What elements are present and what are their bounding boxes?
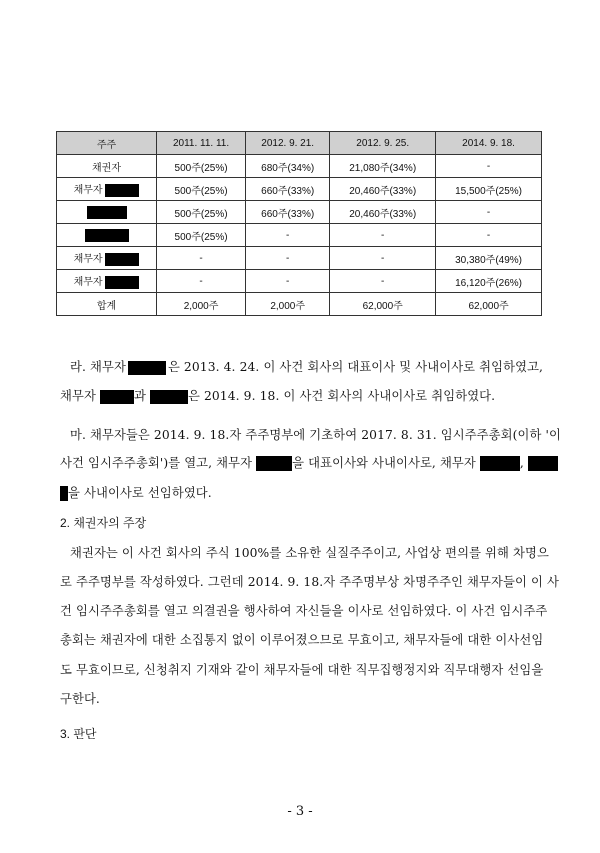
redaction-box xyxy=(528,456,558,471)
redaction-box xyxy=(105,184,139,197)
table-cell: 500주(25%) xyxy=(157,201,246,224)
text-run: 채무자 xyxy=(60,389,96,403)
text-run: 과 xyxy=(133,389,146,403)
redaction-box xyxy=(128,361,166,375)
header-cell: 2014. 9. 18. xyxy=(436,132,542,155)
row-label-cell xyxy=(57,247,157,270)
table-cell: - xyxy=(436,224,542,247)
text-run: 사건 임시주주총회')를 열고, 채무자 xyxy=(60,456,253,470)
section-heading-2: 2. 채권자의 주장 xyxy=(60,516,147,530)
table-row xyxy=(57,201,542,224)
row-label: 채무자 xyxy=(73,277,103,289)
table-row xyxy=(57,224,542,247)
paragraph-ma-line3 xyxy=(60,483,212,501)
table-row xyxy=(57,178,542,201)
table-cell: 21,080주(34%) xyxy=(330,155,436,178)
text-run: 을 대표이사와 사내이사로, 채무자 xyxy=(292,456,476,470)
table-cell: 30,380주(49%) xyxy=(436,247,542,270)
redaction-box xyxy=(256,456,292,471)
row-label: 채무자 xyxy=(73,254,103,266)
table-cell: 660주(33%) xyxy=(246,178,330,201)
redaction-box xyxy=(60,486,68,501)
table-cell: - xyxy=(436,155,542,178)
redaction-box xyxy=(87,206,127,219)
row-label-cell xyxy=(57,224,157,247)
table-cell: - xyxy=(436,201,542,224)
text-run: 라. 채무자 xyxy=(70,360,126,374)
shareholder-table xyxy=(56,131,542,316)
table-cell: - xyxy=(157,247,246,270)
paragraph-claim-line5: 도 무효이므로, 신청취지 기재와 같이 채무자들에 대한 직무집행정지와 직무대행자 선임을 xyxy=(60,663,544,677)
paragraph-claim-line6: 구한다. xyxy=(60,692,100,706)
redaction-box xyxy=(480,456,520,471)
paragraph-ra-line2 xyxy=(60,386,495,404)
page-number: - 3 - xyxy=(287,804,313,819)
table-header-row xyxy=(57,132,542,155)
table-cell: - xyxy=(246,270,330,293)
table-total-row xyxy=(57,293,542,316)
redaction-box xyxy=(105,276,139,289)
header-cell: 주주 xyxy=(57,132,157,155)
table-cell: 500주(25%) xyxy=(157,224,246,247)
table-cell: - xyxy=(157,270,246,293)
header-cell: 2012. 9. 21. xyxy=(246,132,330,155)
redaction-box xyxy=(105,253,139,266)
text-run: , xyxy=(519,456,524,470)
table-cell: - xyxy=(330,270,436,293)
table-cell: 2,000주 xyxy=(157,293,246,316)
table-cell: 680주(34%) xyxy=(246,155,330,178)
table-cell: 15,500주(25%) xyxy=(436,178,542,201)
row-label: 합계 xyxy=(57,293,157,316)
table-cell: - xyxy=(330,224,436,247)
table-row xyxy=(57,270,542,293)
text-run: 은 2013. 4. 24. 이 사건 회사의 대표이사 및 사내이사로 취임하였고, xyxy=(167,360,544,374)
row-label: 채무자 xyxy=(73,185,103,197)
table-cell: 500주(25%) xyxy=(157,155,246,178)
row-label-cell xyxy=(57,201,157,224)
table-cell: 16,120주(26%) xyxy=(436,270,542,293)
table-row xyxy=(57,247,542,270)
paragraph-claim-line1: 채권자는 이 사건 회사의 주식 100%를 소유한 실질주주이고, 사업상 편의를 위해 차명으 xyxy=(70,546,549,560)
paragraph-ra-line1 xyxy=(70,357,543,375)
table-cell: - xyxy=(330,247,436,270)
paragraph-ma-line1: 마. 채무자들은 2014. 9. 18.자 주주명부에 기초하여 2017. 8. 31. 임시주주총회(이하 '이 xyxy=(70,428,561,442)
header-cell: 2012. 9. 25. xyxy=(330,132,436,155)
table-cell: - xyxy=(246,247,330,270)
section-heading-3: 3. 판단 xyxy=(60,727,97,741)
table-cell: 62,000주 xyxy=(436,293,542,316)
row-label-cell xyxy=(57,270,157,293)
row-label-cell xyxy=(57,178,157,201)
table-cell: 660주(33%) xyxy=(246,201,330,224)
paragraph-claim-line2: 로 주주명부를 작성하였다. 그런데 2014. 9. 18.자 주주명부상 차명주주인 채무자들이 이 사 xyxy=(60,575,559,589)
paragraph-claim-line4: 총회는 채권자에 대한 소집통지 없이 이루어졌으므로 무효이고, 채무자들에 대한 이사선임 xyxy=(60,633,544,647)
table-cell: 62,000주 xyxy=(330,293,436,316)
redaction-box xyxy=(100,390,134,404)
table-cell: 20,460주(33%) xyxy=(330,178,436,201)
paragraph-claim-line3: 건 임시주주총회를 열고 의결권을 행사하여 자신들을 이사로 선임하였다. 이 사건 임시주주 xyxy=(60,604,548,618)
table-cell: 20,460주(33%) xyxy=(330,201,436,224)
row-label: 채권자 xyxy=(57,155,157,178)
header-cell: 2011. 11. 11. xyxy=(157,132,246,155)
redaction-box xyxy=(85,229,129,242)
redaction-box xyxy=(150,390,188,404)
text-run: 을 사내이사로 선임하였다. xyxy=(68,486,212,500)
table-cell: 2,000주 xyxy=(246,293,330,316)
paragraph-ma-line2 xyxy=(60,453,558,471)
text-run: 은 2014. 9. 18. 이 사건 회사의 사내이사로 취임하였다. xyxy=(187,389,496,403)
table-cell: - xyxy=(246,224,330,247)
table-row xyxy=(57,155,542,178)
table-cell: 500주(25%) xyxy=(157,178,246,201)
